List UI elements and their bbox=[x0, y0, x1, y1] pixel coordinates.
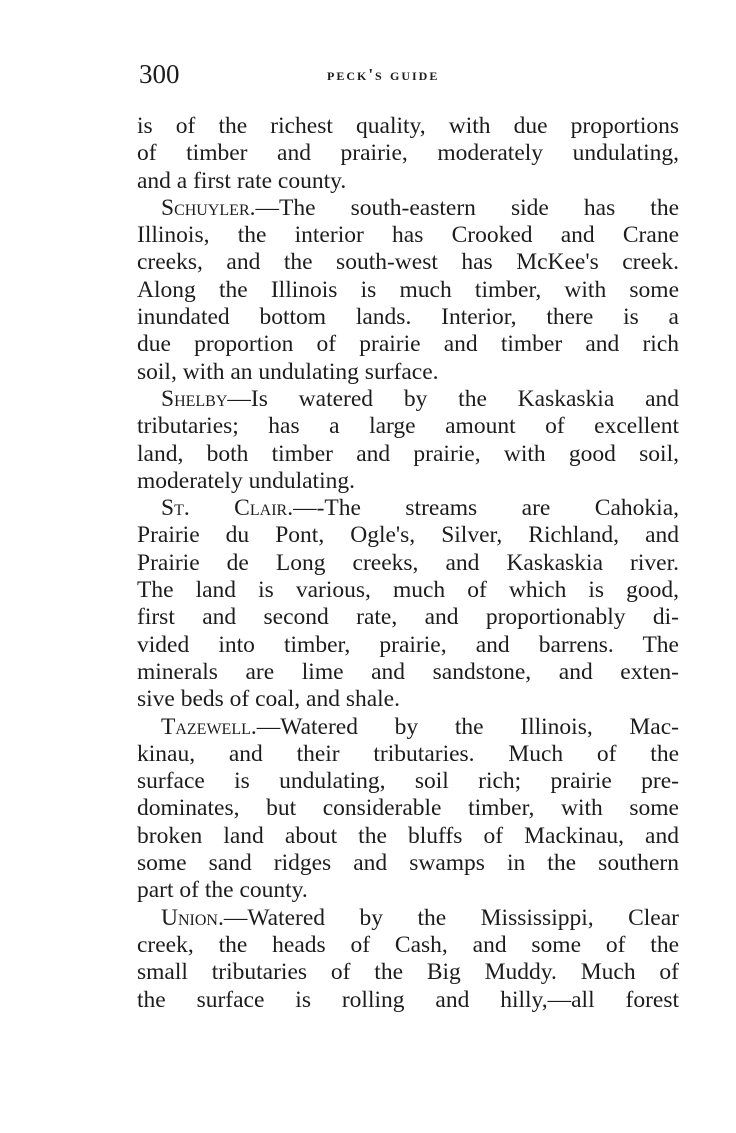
text-line bbox=[137, 932, 679, 959]
line-text: land, both timber and prairie, with good soil, bbox=[137, 440, 679, 467]
county-name: St. Clair.—- bbox=[161, 495, 325, 522]
text-line bbox=[137, 959, 679, 986]
line-text: creek, the heads of Cash, and some of the bbox=[137, 931, 679, 958]
line-text: Prairie du Pont, Ogle's, Silver, Richland, and bbox=[137, 522, 679, 549]
line-text: creeks, and the south-west has McKee's creek. bbox=[137, 249, 679, 276]
line-text: The streams are Cahokia, bbox=[324, 495, 679, 522]
county-name: Tazewell.— bbox=[161, 713, 281, 740]
line-text: small tributaries of the Big Muddy. Much of bbox=[137, 959, 679, 986]
paragraph-start-line bbox=[137, 905, 679, 932]
paragraph-start-line bbox=[137, 495, 679, 522]
text-line bbox=[137, 604, 679, 631]
text-line bbox=[137, 877, 679, 904]
text-line bbox=[137, 795, 679, 822]
text-line bbox=[137, 850, 679, 877]
text-line bbox=[137, 140, 679, 167]
text-line bbox=[137, 987, 679, 1014]
line-text: sive beds of coal, and shale. bbox=[137, 686, 400, 713]
running-head: peck's guide bbox=[327, 65, 440, 84]
line-text: part of the county. bbox=[137, 877, 308, 904]
text-line bbox=[137, 168, 679, 195]
line-text: Along the Illinois is much timber, with some bbox=[137, 276, 679, 303]
line-text: broken land about the bluffs of Mackinau, and bbox=[137, 822, 679, 849]
line-text: vided into timber, prairie, and barrens. The bbox=[137, 631, 679, 658]
county-name: Shelby— bbox=[161, 385, 251, 412]
paragraph-start-line bbox=[137, 195, 679, 222]
text-line bbox=[137, 222, 679, 249]
text-line bbox=[137, 632, 679, 659]
text-line bbox=[137, 577, 679, 604]
line-text: Watered by the Illinois, Mac- bbox=[280, 713, 679, 740]
line-text: of timber and prairie, moderately undulating, bbox=[137, 140, 679, 167]
text-line bbox=[137, 768, 679, 795]
page-number: 300 bbox=[139, 59, 180, 89]
line-text: first and second rate, and proportionably di- bbox=[137, 604, 679, 631]
line-text: the surface is rolling and hilly,—all forest bbox=[137, 986, 679, 1013]
line-text: The land is various, much of which is good, bbox=[137, 577, 679, 604]
body-text bbox=[137, 113, 679, 1014]
text-line bbox=[137, 359, 679, 386]
line-text: Illinois, the interior has Crooked and Crane bbox=[137, 222, 679, 249]
line-text: The south-eastern side has the bbox=[279, 194, 679, 221]
text-line bbox=[137, 522, 679, 549]
line-text: and a first rate county. bbox=[137, 167, 347, 194]
text-line bbox=[137, 468, 679, 495]
line-text: Watered by the Mississippi, Clear bbox=[247, 904, 679, 931]
line-text: Prairie de Long creeks, and Kaskaskia river. bbox=[137, 549, 679, 576]
text-line bbox=[137, 331, 679, 358]
text-line bbox=[137, 550, 679, 577]
text-line bbox=[137, 249, 679, 276]
line-text: inundated bottom lands. Interior, there is a bbox=[137, 304, 679, 331]
line-text: dominates, but considerable timber, with some bbox=[137, 795, 679, 822]
line-text: minerals are lime and sandstone, and exten- bbox=[137, 658, 679, 685]
paragraph-start-line bbox=[137, 386, 679, 413]
text-line bbox=[137, 686, 679, 713]
line-text: tributaries; has a large amount of excellent bbox=[137, 413, 679, 440]
page-header bbox=[137, 56, 679, 92]
text-line bbox=[137, 413, 679, 440]
text-line bbox=[137, 304, 679, 331]
text-line bbox=[137, 741, 679, 768]
line-text: is of the richest quality, with due proportions bbox=[137, 113, 679, 139]
text-line bbox=[137, 441, 679, 468]
text-line bbox=[137, 113, 679, 140]
text-line bbox=[137, 823, 679, 850]
county-name: Schuyler.— bbox=[161, 194, 279, 221]
county-name: Union.— bbox=[161, 904, 248, 931]
text-line bbox=[137, 277, 679, 304]
line-text: moderately undulating. bbox=[137, 467, 355, 494]
line-text: Is watered by the Kaskaskia and bbox=[250, 385, 679, 412]
line-text: kinau, and their tributaries. Much of the bbox=[137, 740, 679, 767]
paragraph-start-line bbox=[137, 714, 679, 741]
text-line bbox=[137, 659, 679, 686]
line-text: due proportion of prairie and timber and rich bbox=[137, 331, 679, 358]
line-text: soil, with an undulating surface. bbox=[137, 358, 439, 385]
line-text: surface is undulating, soil rich; prairie pre- bbox=[137, 768, 679, 795]
line-text: some sand ridges and swamps in the southern bbox=[137, 850, 679, 877]
